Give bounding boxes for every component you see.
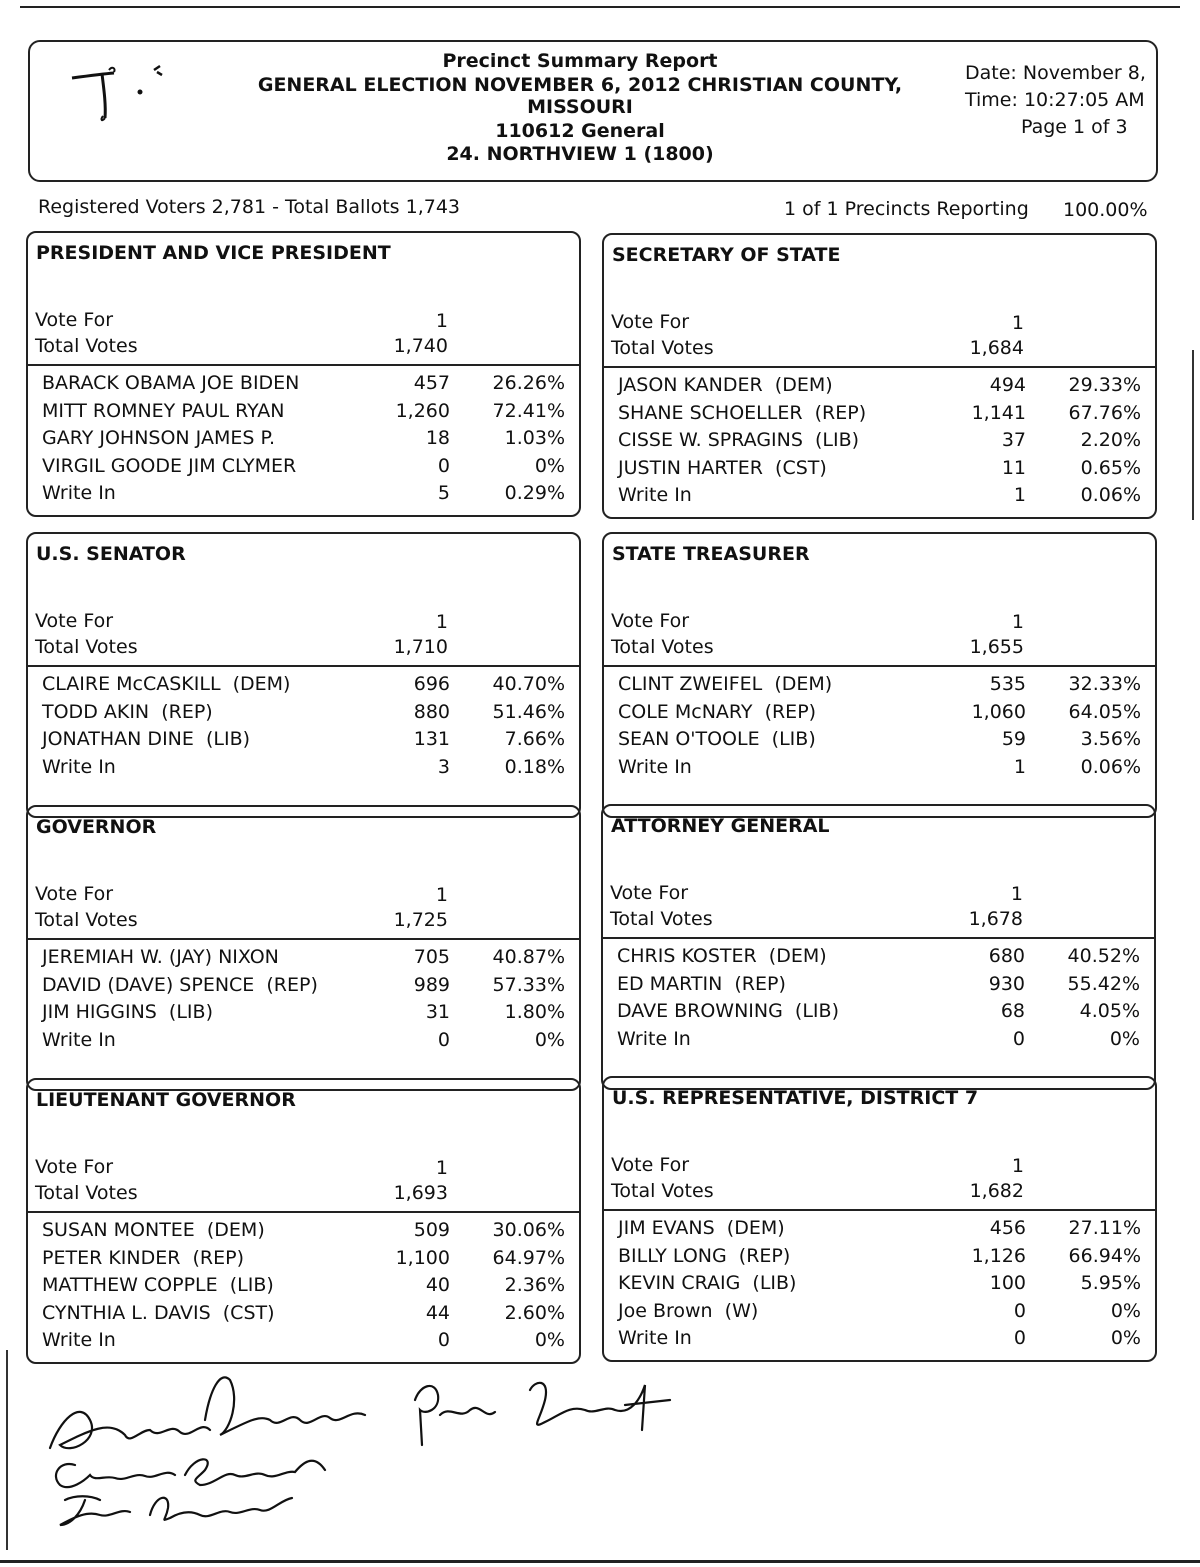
candidate-row bbox=[28, 1217, 579, 1245]
candidate-name: CHRIS KOSTER (DEM) bbox=[617, 945, 827, 967]
candidate-row bbox=[604, 671, 1155, 699]
race-title: STATE TREASURER bbox=[612, 543, 810, 565]
candidate-votes: 1,126 bbox=[971, 1244, 1026, 1267]
candidate-list bbox=[28, 671, 579, 781]
race-title: U.S. REPRESENTATIVE, DISTRICT 7 bbox=[612, 1087, 979, 1109]
candidate-name: JUSTIN HARTER (CST) bbox=[618, 456, 827, 479]
candidate-percent: 27.11% bbox=[1068, 1217, 1141, 1239]
candidate-list bbox=[28, 370, 579, 508]
candidate-votes: 40 bbox=[425, 1274, 450, 1296]
total-votes-label: Total Votes bbox=[35, 636, 138, 658]
precincts-reporting: 1 of 1 Precincts Reporting bbox=[784, 198, 1029, 220]
candidate-votes: 535 bbox=[989, 673, 1026, 695]
candidate-votes: 0 bbox=[437, 1329, 450, 1351]
candidate-row bbox=[604, 1215, 1155, 1243]
vote-for-value: 1 bbox=[435, 310, 448, 332]
candidate-percent: 57.33% bbox=[492, 973, 565, 996]
candidate-votes: 0 bbox=[437, 1028, 450, 1051]
vote-for-label: Vote For bbox=[35, 309, 114, 331]
total-votes-label: Total Votes bbox=[610, 908, 713, 930]
candidate-name: JIM HIGGINS (LIB) bbox=[42, 1001, 213, 1023]
election-title: GENERAL ELECTION NOVEMBER 6, 2012 CHRISTIAN COUNTY, bbox=[257, 74, 903, 96]
vote-for-value: 1 bbox=[1010, 883, 1023, 905]
candidate-votes: 680 bbox=[988, 945, 1025, 967]
candidate-name: Write In bbox=[42, 1028, 116, 1051]
candidate-percent: 32.33% bbox=[1068, 673, 1141, 695]
candidate-row bbox=[604, 1325, 1155, 1353]
candidate-name: CLINT ZWEIFEL (DEM) bbox=[618, 673, 833, 695]
race-box bbox=[602, 532, 1157, 818]
candidate-votes: 37 bbox=[1001, 429, 1026, 451]
candidate-name: JEREMIAH W. (JAY) NIXON bbox=[42, 946, 279, 968]
candidate-row bbox=[604, 726, 1155, 754]
candidate-row bbox=[604, 699, 1155, 727]
candidate-name: CLAIRE McCASKILL (DEM) bbox=[42, 673, 291, 695]
total-votes-value: 1,740 bbox=[393, 335, 448, 357]
candidate-percent: 0% bbox=[1109, 1027, 1140, 1050]
vote-for-label: Vote For bbox=[35, 610, 114, 632]
vote-for-label: Vote For bbox=[611, 311, 690, 333]
candidate-percent: 7.66% bbox=[504, 728, 565, 750]
page-number: Page 1 of 3 bbox=[1021, 116, 1128, 138]
report-date: Date: November 8, bbox=[965, 62, 1146, 84]
candidate-row bbox=[28, 453, 579, 481]
candidate-name: SHANE SCHOELLER (REP) bbox=[618, 401, 867, 424]
candidate-votes: 930 bbox=[988, 972, 1025, 995]
candidate-votes: 1,060 bbox=[971, 700, 1026, 723]
registered-voters-summary: Registered Voters 2,781 - Total Ballots 1,743 bbox=[38, 196, 461, 218]
candidate-row bbox=[28, 972, 579, 1000]
candidate-percent: 1.03% bbox=[504, 427, 565, 449]
candidate-name: KEVIN CRAIG (LIB) bbox=[618, 1272, 797, 1294]
candidate-votes: 11 bbox=[1001, 456, 1026, 479]
scan-top-rule bbox=[20, 6, 1180, 8]
candidate-votes: 1 bbox=[1013, 755, 1026, 778]
candidate-votes: 494 bbox=[989, 374, 1026, 396]
total-votes-value: 1,678 bbox=[968, 908, 1023, 930]
candidate-row bbox=[28, 370, 579, 398]
total-votes-value: 1,684 bbox=[969, 337, 1024, 359]
candidate-row bbox=[28, 944, 579, 972]
race-divider bbox=[28, 938, 579, 940]
candidate-row bbox=[28, 398, 579, 426]
race-divider bbox=[28, 1211, 579, 1213]
candidate-votes: 705 bbox=[413, 946, 450, 968]
candidate-row bbox=[604, 1243, 1155, 1271]
candidate-votes: 131 bbox=[413, 728, 450, 750]
candidate-votes: 880 bbox=[413, 700, 450, 723]
candidate-votes: 68 bbox=[1000, 1000, 1025, 1022]
report-title: Precinct Summary Report bbox=[442, 50, 718, 72]
candidate-row bbox=[603, 943, 1154, 971]
total-votes-value: 1,725 bbox=[393, 909, 448, 931]
candidate-row bbox=[603, 971, 1154, 999]
candidate-name: VIRGIL GOODE JIM CLYMER bbox=[42, 454, 297, 477]
candidate-name: CYNTHIA L. DAVIS (CST) bbox=[42, 1301, 275, 1324]
candidate-percent: 72.41% bbox=[492, 399, 565, 422]
vote-for-value: 1 bbox=[435, 884, 448, 906]
vote-for-label: Vote For bbox=[611, 1154, 690, 1176]
precincts-reporting-percent: 100.00% bbox=[1063, 199, 1148, 221]
candidate-name: DAVE BROWNING (LIB) bbox=[617, 1000, 839, 1022]
race-title: PRESIDENT AND VICE PRESIDENT bbox=[36, 242, 391, 264]
candidate-name: COLE McNARY (REP) bbox=[618, 700, 817, 723]
race-box bbox=[602, 1076, 1157, 1362]
candidate-percent: 1.80% bbox=[504, 1001, 565, 1023]
total-votes-label: Total Votes bbox=[35, 1182, 138, 1204]
candidate-row bbox=[604, 427, 1155, 455]
race-divider bbox=[28, 665, 579, 667]
candidate-name: BILLY LONG (REP) bbox=[618, 1244, 791, 1267]
candidate-percent: 3.56% bbox=[1080, 728, 1141, 750]
candidate-name: Write In bbox=[42, 755, 116, 778]
candidate-percent: 0% bbox=[534, 1028, 565, 1051]
vote-for-label: Vote For bbox=[611, 610, 690, 632]
candidate-row bbox=[28, 726, 579, 754]
total-votes-label: Total Votes bbox=[611, 337, 714, 359]
candidate-percent: 40.52% bbox=[1067, 945, 1140, 967]
candidate-row bbox=[28, 999, 579, 1027]
candidate-percent: 30.06% bbox=[492, 1219, 565, 1241]
report-time: Time: 10:27:05 AM bbox=[965, 89, 1145, 111]
vote-for-value: 1 bbox=[435, 1157, 448, 1179]
candidate-list bbox=[28, 944, 579, 1054]
precinct-name: 24. NORTHVIEW 1 (1800) bbox=[446, 143, 714, 165]
vote-for-label: Vote For bbox=[35, 883, 114, 905]
candidate-name: Joe Brown (W) bbox=[618, 1299, 759, 1322]
candidate-percent: 51.46% bbox=[492, 700, 565, 723]
race-title: LIEUTENANT GOVERNOR bbox=[36, 1089, 296, 1111]
candidate-name: TODD AKIN (REP) bbox=[42, 700, 213, 723]
candidate-list bbox=[604, 372, 1155, 510]
candidate-name: Write In bbox=[618, 755, 692, 778]
race-divider bbox=[604, 366, 1155, 368]
candidate-row bbox=[604, 1270, 1155, 1298]
candidate-list bbox=[28, 1217, 579, 1355]
candidate-row bbox=[28, 1027, 579, 1055]
race-divider bbox=[28, 364, 579, 366]
candidate-list bbox=[603, 943, 1154, 1053]
vote-for-value: 1 bbox=[1011, 312, 1024, 334]
candidate-name: Write In bbox=[618, 1327, 692, 1349]
candidate-votes: 59 bbox=[1001, 728, 1026, 750]
handwritten-signatures-icon bbox=[30, 1360, 710, 1550]
total-votes-label: Total Votes bbox=[611, 636, 714, 658]
candidate-votes: 0 bbox=[1013, 1327, 1026, 1349]
candidate-row bbox=[28, 754, 579, 782]
candidate-name: CISSE W. SPRAGINS (LIB) bbox=[618, 429, 860, 451]
candidate-row bbox=[28, 425, 579, 453]
race-title: ATTORNEY GENERAL bbox=[611, 815, 830, 837]
vote-for-label: Vote For bbox=[35, 1156, 114, 1178]
race-divider bbox=[604, 665, 1155, 667]
candidate-percent: 4.05% bbox=[1079, 1000, 1140, 1022]
candidate-name: ED MARTIN (REP) bbox=[617, 972, 786, 995]
race-box bbox=[26, 532, 581, 818]
candidate-votes: 989 bbox=[413, 973, 450, 996]
race-box bbox=[602, 233, 1157, 519]
candidate-percent: 26.26% bbox=[492, 372, 565, 394]
candidate-votes: 456 bbox=[989, 1217, 1026, 1239]
candidate-percent: 2.20% bbox=[1080, 429, 1141, 451]
vote-for-label: Vote For bbox=[610, 882, 689, 904]
race-divider bbox=[604, 1209, 1155, 1211]
candidate-percent: 67.76% bbox=[1068, 401, 1141, 424]
candidate-name: Write In bbox=[618, 484, 692, 506]
election-code: 110612 General bbox=[495, 120, 665, 142]
candidate-row bbox=[604, 1298, 1155, 1326]
candidate-votes: 100 bbox=[989, 1272, 1026, 1294]
candidate-percent: 2.60% bbox=[504, 1301, 565, 1324]
candidate-row bbox=[603, 1026, 1154, 1054]
candidate-list bbox=[604, 1215, 1155, 1353]
candidate-name: SUSAN MONTEE (DEM) bbox=[42, 1219, 265, 1241]
candidate-percent: 55.42% bbox=[1067, 972, 1140, 995]
candidate-percent: 64.05% bbox=[1068, 700, 1141, 723]
race-title: SECRETARY OF STATE bbox=[612, 244, 841, 266]
candidate-votes: 457 bbox=[413, 372, 450, 394]
race-box bbox=[26, 231, 581, 517]
candidate-row bbox=[604, 400, 1155, 428]
candidate-percent: 0% bbox=[534, 1329, 565, 1351]
candidate-row bbox=[28, 480, 579, 508]
candidate-votes: 509 bbox=[413, 1219, 450, 1241]
race-box bbox=[26, 1078, 581, 1364]
candidate-percent: 40.87% bbox=[492, 946, 565, 968]
candidate-percent: 2.36% bbox=[504, 1274, 565, 1296]
total-votes-label: Total Votes bbox=[35, 909, 138, 931]
candidate-name: MITT ROMNEY PAUL RYAN bbox=[42, 399, 285, 422]
vote-for-value: 1 bbox=[1011, 611, 1024, 633]
candidate-percent: 0% bbox=[534, 454, 565, 477]
candidate-row bbox=[604, 482, 1155, 510]
candidate-votes: 1 bbox=[1013, 484, 1026, 506]
scan-bottom-rule bbox=[0, 1560, 1200, 1563]
candidate-name: Write In bbox=[42, 1329, 116, 1351]
candidate-votes: 3 bbox=[437, 755, 450, 778]
candidate-row bbox=[28, 1272, 579, 1300]
candidate-name: BARACK OBAMA JOE BIDEN bbox=[42, 372, 300, 394]
race-box bbox=[26, 805, 581, 1091]
candidate-name: MATTHEW COPPLE (LIB) bbox=[42, 1274, 274, 1296]
scan-edge-left bbox=[6, 1350, 8, 1550]
candidate-percent: 0.06% bbox=[1080, 484, 1141, 506]
total-votes-value: 1,710 bbox=[393, 636, 448, 658]
candidate-name: JASON KANDER (DEM) bbox=[618, 374, 833, 396]
candidate-row bbox=[28, 1300, 579, 1328]
candidate-row bbox=[603, 998, 1154, 1026]
candidate-percent: 0.06% bbox=[1080, 755, 1141, 778]
total-votes-value: 1,693 bbox=[393, 1182, 448, 1204]
candidate-percent: 0% bbox=[1110, 1299, 1141, 1322]
race-title: U.S. SENATOR bbox=[36, 543, 186, 565]
candidate-list bbox=[604, 671, 1155, 781]
scan-edge-right bbox=[1192, 350, 1194, 520]
candidate-name: JONATHAN DINE (LIB) bbox=[42, 728, 251, 750]
total-votes-label: Total Votes bbox=[611, 1180, 714, 1202]
candidate-row bbox=[28, 671, 579, 699]
candidate-name: GARY JOHNSON JAMES P. bbox=[42, 427, 275, 449]
candidate-percent: 64.97% bbox=[492, 1246, 565, 1269]
candidate-votes: 18 bbox=[425, 427, 450, 449]
candidate-row bbox=[28, 1245, 579, 1273]
candidate-votes: 44 bbox=[425, 1301, 450, 1324]
candidate-row bbox=[604, 372, 1155, 400]
candidate-votes: 1,100 bbox=[395, 1246, 450, 1269]
candidate-percent: 29.33% bbox=[1068, 374, 1141, 396]
total-votes-value: 1,682 bbox=[969, 1180, 1024, 1202]
candidate-votes: 0 bbox=[437, 454, 450, 477]
vote-for-value: 1 bbox=[1011, 1155, 1024, 1177]
candidate-votes: 1,141 bbox=[971, 401, 1026, 424]
candidate-percent: 0.29% bbox=[504, 482, 565, 504]
candidate-name: Write In bbox=[617, 1027, 691, 1050]
total-votes-label: Total Votes bbox=[35, 335, 138, 357]
candidate-percent: 0% bbox=[1110, 1327, 1141, 1349]
candidate-row bbox=[28, 1327, 579, 1355]
candidate-row bbox=[604, 754, 1155, 782]
candidate-votes: 0 bbox=[1012, 1027, 1025, 1050]
race-box bbox=[601, 804, 1156, 1090]
race-title: GOVERNOR bbox=[36, 816, 157, 838]
candidate-percent: 40.70% bbox=[492, 673, 565, 695]
candidate-votes: 696 bbox=[413, 673, 450, 695]
candidate-row bbox=[28, 699, 579, 727]
candidate-row bbox=[604, 455, 1155, 483]
total-votes-value: 1,655 bbox=[969, 636, 1024, 658]
candidate-votes: 31 bbox=[425, 1001, 450, 1023]
candidate-percent: 5.95% bbox=[1080, 1272, 1141, 1294]
candidate-votes: 0 bbox=[1013, 1299, 1026, 1322]
election-state: MISSOURI bbox=[527, 96, 633, 118]
vote-for-value: 1 bbox=[435, 611, 448, 633]
candidate-votes: 1,260 bbox=[395, 399, 450, 422]
race-divider bbox=[603, 937, 1154, 939]
candidate-name: JIM EVANS (DEM) bbox=[618, 1217, 785, 1239]
candidate-percent: 66.94% bbox=[1068, 1244, 1141, 1267]
candidate-votes: 5 bbox=[437, 482, 450, 504]
candidate-percent: 0.18% bbox=[504, 755, 565, 778]
county-logo-icon bbox=[62, 60, 172, 130]
candidate-name: SEAN O'TOOLE (LIB) bbox=[618, 728, 816, 750]
candidate-name: Write In bbox=[42, 482, 116, 504]
candidate-name: DAVID (DAVE) SPENCE (REP) bbox=[42, 973, 318, 996]
candidate-percent: 0.65% bbox=[1080, 456, 1141, 479]
candidate-name: PETER KINDER (REP) bbox=[42, 1246, 244, 1269]
